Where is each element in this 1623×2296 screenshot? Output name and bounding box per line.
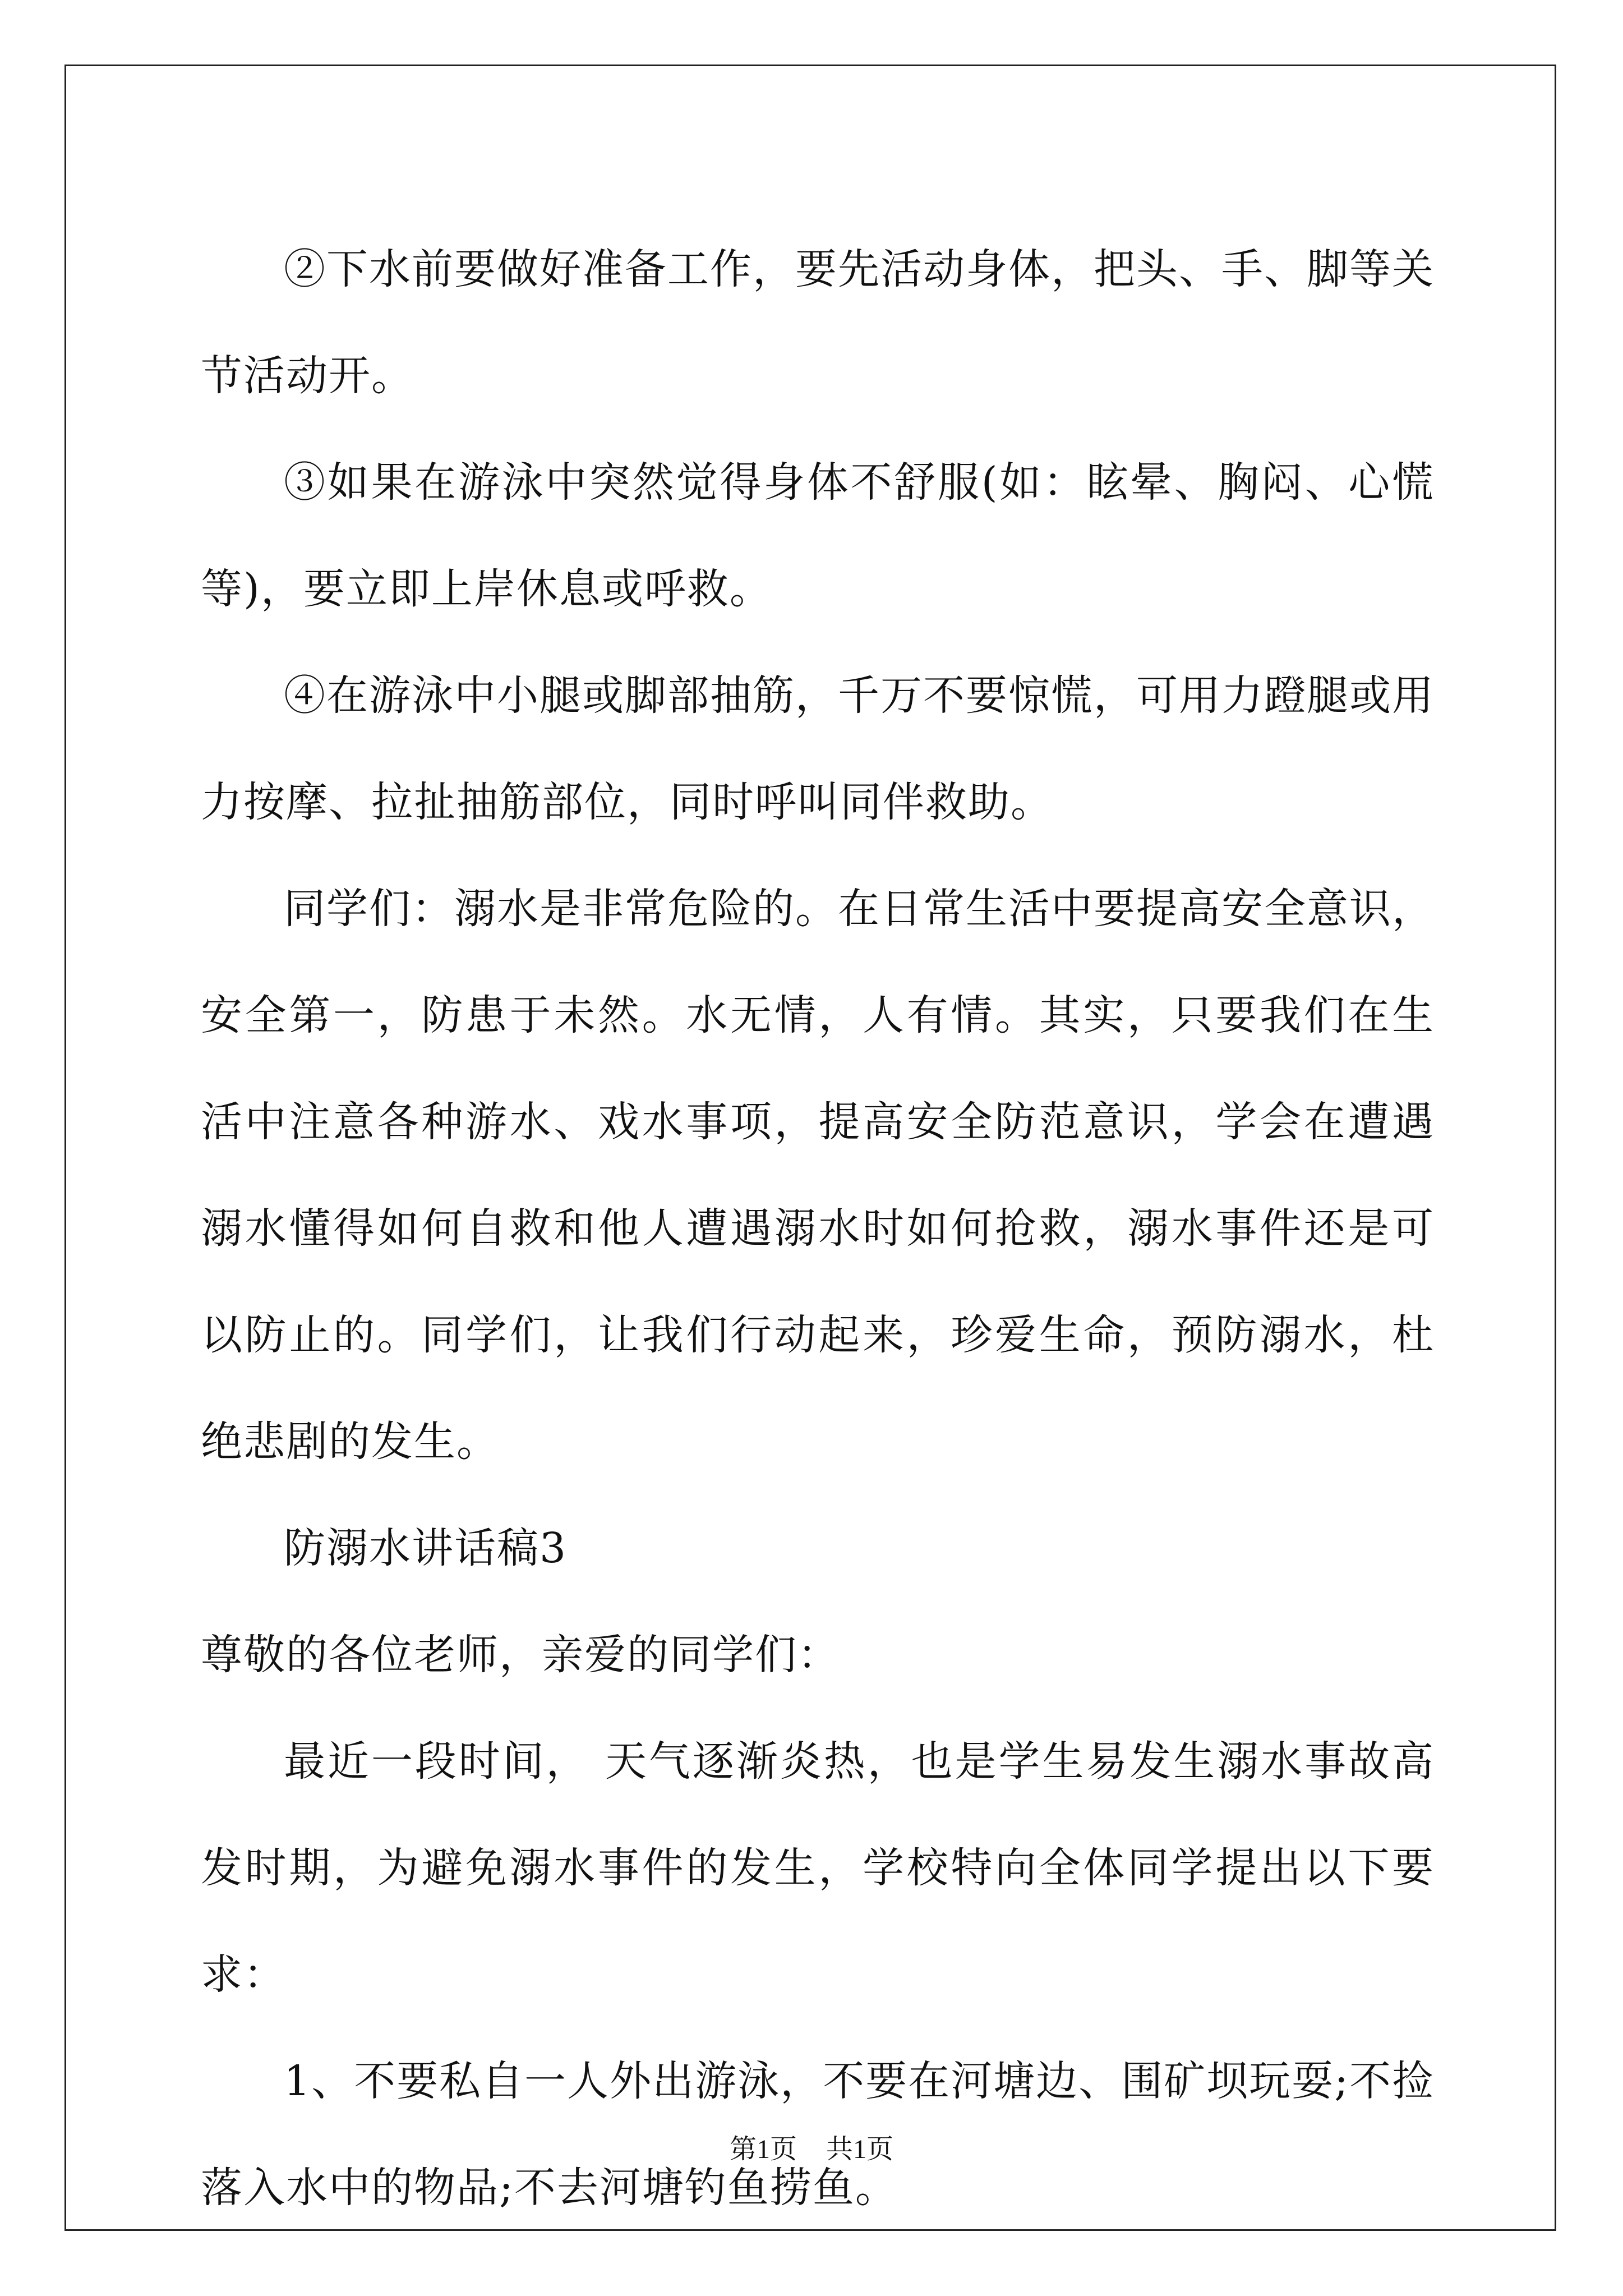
paragraph-step-3: ③如果在游泳中突然觉得身体不舒服(如：眩晕、胸闷、心慌等)，要立即上岸休息或呼救。 bbox=[201, 458, 1435, 613]
paragraph-step-4: ④在游泳中小腿或脚部抽筋，千万不要惊慌，可用力蹬腿或用力按摩、拉扯抽筋部位，同时呼叫同伴救助。 bbox=[201, 671, 1435, 826]
paragraph-requirement-1: 1、不要私自一人外出游泳，不要在河塘边、围矿坝玩耍;不捡落入水中的物品;不去河塘钓鱼捞鱼。 bbox=[201, 2057, 1435, 2212]
section-heading: 防溺水讲话稿3 bbox=[284, 1524, 568, 1572]
salutation: 尊敬的各位老师，亲爱的同学们： bbox=[201, 1631, 840, 1679]
paragraph-step-2: ②下水前要做好准备工作，要先活动身体，把头、手、脚等关节活动开。 bbox=[201, 245, 1435, 400]
document-body bbox=[201, 216, 1435, 2241]
page-footer bbox=[0, 2127, 1623, 2166]
page-total: 共1页 bbox=[826, 2134, 894, 2164]
paragraph-intro: 最近一段时间， 天气逐渐炎热，也是学生易发生溺水事故高发时期，为避免溺水事件的发生，学校特向全体同学提出以下要求： bbox=[201, 1737, 1435, 1999]
paragraph-summary: 同学们：溺水是非常危险的。在日常生活中要提高安全意识，安全第一，防患于未然。水无情，人有情。其实，只要我们在生活中注意各种游水、戏水事项，提高安全防范意识，学会在遭遇溺水懂得如何自救和他人遭遇溺水时如何抢救，溺水事件还是可以防止的。同学们，让我们行动起来，珍爱生命，预防溺水，杜绝悲剧的发生。 bbox=[201, 885, 1435, 1466]
page-number: 第1页 bbox=[729, 2134, 797, 2164]
